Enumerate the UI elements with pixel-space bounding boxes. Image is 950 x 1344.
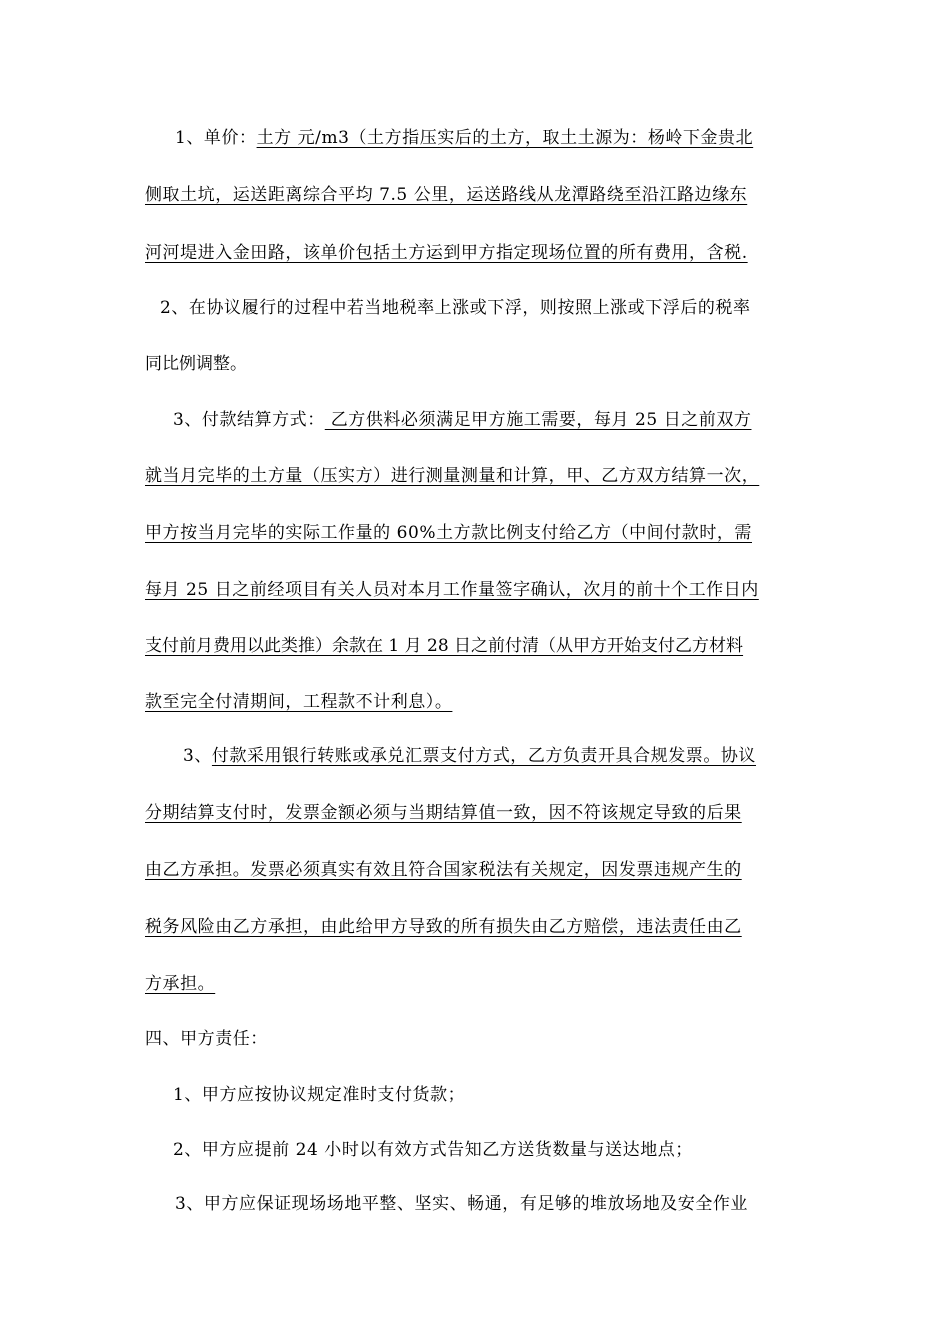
line-underlined: 由乙方承担。发票必须真实有效且符合国家税法有关规定，因发票违规产生的 [145, 860, 742, 880]
line-text [145, 858, 742, 882]
line-invoice-clause [145, 744, 756, 768]
line-text [145, 521, 752, 545]
line-prefix: 3、付款结算方式： [173, 410, 325, 430]
line-underlined: 税务风险由乙方承担，由此给甲方导致的所有损失由乙方赔偿，违法责任由乙 [145, 917, 742, 937]
line-text [145, 801, 742, 825]
line-underlined: 方承担。 [145, 974, 216, 994]
line-underlined: 甲方按当月完毕的实际工作量的 60%土方款比例支付给乙方（中间付款时，需 [145, 523, 752, 543]
line-prefix: 2、甲方应提前 24 小时以有效方式告知乙方送货数量与送达地点； [173, 1140, 693, 1160]
section-heading [145, 1027, 268, 1051]
line-prefix: 3、 [183, 746, 212, 766]
heading-text: 四、甲方责任： [145, 1029, 268, 1049]
line-underlined: 付款采用银行转账或承兑汇票支付方式，乙方负责开具合规发票。协议 [211, 746, 756, 766]
line-underlined: 乙方供料必须满足甲方施工需要，每月 25 日之前双方 [324, 410, 752, 430]
line-underlined: 河河堤进入金田路，该单价包括土方运到甲方指定现场位置的所有费用，含税. [145, 243, 748, 263]
line-text [145, 578, 759, 602]
line-prefix: 1、单价： [175, 128, 257, 148]
line-underlined: 就当月完毕的土方量（压实方）进行测量测量和计算，甲、乙方双方结算一次， [145, 466, 760, 486]
line-text [145, 972, 215, 996]
line-text [145, 183, 747, 207]
line-underlined: 支付前月费用以此类推）余款在 1 月 28 日之前付清（从甲方开始支付乙方材料 [145, 636, 744, 656]
line-underlined: 分期结算支付时，发票金额必须与当期结算值一致，因不符该规定导致的后果 [145, 803, 742, 823]
line-party-a-duty-2 [145, 1138, 693, 1162]
line-text [145, 634, 743, 658]
line-text [145, 352, 247, 376]
line-underlined: 侧取土坑，运送距离综合平均 7.5 公里，运送路线从龙潭路绕至沿江路边缘东 [145, 185, 748, 205]
line-prefix: 3、甲方应保证现场场地平整、坚实、畅通，有足够的堆放场地及安全作业 [175, 1194, 748, 1214]
line-party-a-duty-1 [145, 1083, 465, 1107]
line-tax-clause [145, 296, 751, 320]
line-unit-price [145, 126, 753, 150]
line-underlined: 土方 元/m3（土方指压实后的土方，取土土源为：杨岭下金贵北 [256, 128, 754, 148]
line-underlined: 每月 25 日之前经项目有关人员对本月工作量签字确认，次月的前十个工作日内 [145, 580, 759, 600]
line-prefix: 2、在协议履行的过程中若当地税率上涨或下浮，则按照上涨或下浮后的税率 [160, 298, 751, 318]
line-party-a-duty-3 [145, 1192, 748, 1216]
line-underlined: 款至完全付清期间，工程款不计利息）。 [145, 692, 453, 712]
line-payment-method [145, 408, 751, 432]
line-prefix: 1、甲方应按协议规定准时支付货款； [173, 1085, 466, 1105]
line-prefix: 同比例调整。 [145, 354, 247, 374]
line-text [145, 241, 748, 265]
line-text [145, 915, 742, 939]
line-text [145, 464, 759, 488]
line-text [145, 690, 452, 714]
